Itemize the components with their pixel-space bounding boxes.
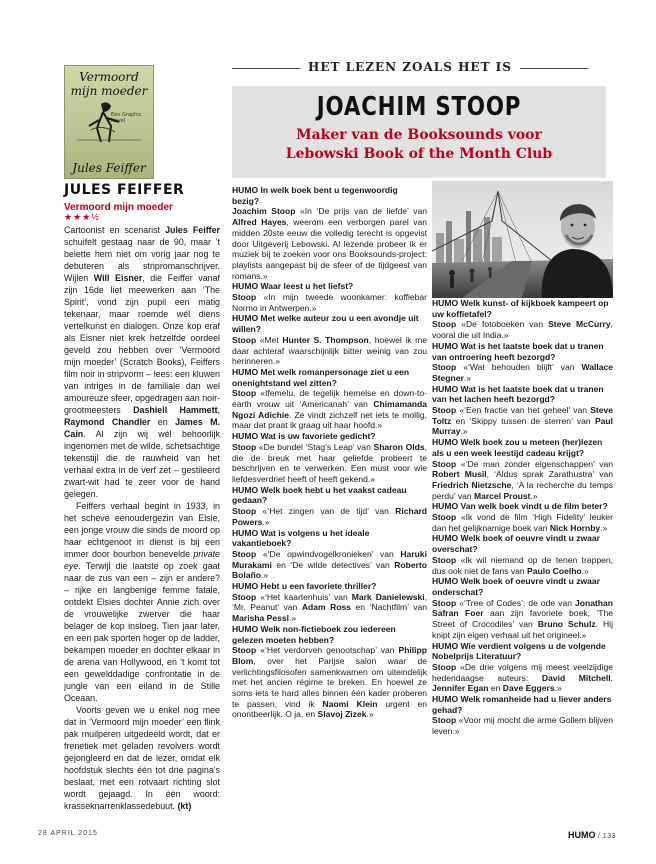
section-label-text: HET LEZEN ZOALS HET IS bbox=[300, 60, 520, 74]
bold-name: Robert Musil bbox=[432, 469, 487, 480]
bold-name: Stoop bbox=[432, 554, 457, 565]
interview-question: HUMO Met welke auteur zou u een avondje uit willen? bbox=[232, 313, 419, 335]
portrait-photo-image bbox=[432, 181, 613, 298]
text-run: , die de breuk met haar geliefde probeert te beschrijven en te verwerken. Een must voor wie liefdesverdriet heeft of heeft gekend.» bbox=[232, 441, 427, 484]
bold-name: Stoop bbox=[232, 388, 257, 399]
text-run: «‘Een fractie van het geheel’ van bbox=[456, 405, 591, 416]
bold-name: Joachim Stoop bbox=[232, 206, 296, 217]
interview-question: HUMO Hebt u een favoriete thriller? bbox=[232, 581, 377, 592]
bold-name: Chimamanda Ngozi Adichie bbox=[232, 399, 427, 420]
interviewee-name: JOACHIM STOOP bbox=[316, 92, 522, 122]
bold-name: Stoop bbox=[432, 715, 457, 726]
text-run: «In ‘De prijs van de liefde’ van bbox=[295, 206, 427, 217]
interview-answer bbox=[432, 459, 613, 502]
interview-answer bbox=[432, 715, 613, 736]
cover-author: Jules Feiffer bbox=[72, 161, 146, 175]
interview-question: HUMO Wat is het laatste boek dat u tranen van het lachen heeft bezorgd? bbox=[432, 383, 604, 405]
text-run: . Hij knipt zijn eigen verhaal uit het origineel.» bbox=[432, 619, 613, 640]
text-run: .» bbox=[262, 516, 270, 527]
text-run: Feiffers verhaal begint in 1933, in het scheve eenoudergezin van Elsie, een jonge vrouw die sinds de moord op haar echtgenoot in dienst is bij een immer door bourbon benevelde bbox=[64, 501, 220, 559]
footer-magazine: HUMO bbox=[567, 830, 596, 840]
bold-name: Friedrich Nietzsche bbox=[432, 479, 512, 490]
interview-question: HUMO Wat is uw favoriete gedicht? bbox=[232, 431, 376, 442]
text-run: .» bbox=[463, 372, 471, 383]
text-run: . Ze vindt zichzelf net iets te mollig, maar dat praat ik graag uit haar hoofd.» bbox=[232, 409, 427, 431]
interview-question: HUMO Wie verdient volgens u de volgende Nobelprijs Literatuur? bbox=[432, 640, 606, 662]
cover-title-line2: mijn moeder bbox=[70, 84, 148, 98]
bold-name: Richard Powers bbox=[232, 506, 427, 527]
bold-name: Stoop bbox=[232, 645, 257, 656]
bold-name: Stoop bbox=[432, 362, 457, 373]
bold-name: Jonathan Safran Foer bbox=[432, 597, 613, 619]
bold-name: Marisha Pessl bbox=[232, 613, 290, 624]
bold-name: Sharon Olds bbox=[373, 441, 425, 452]
text-run: «Voor mij mocht die arme Gollem blijven leven.» bbox=[432, 715, 613, 737]
review-author: JULES FEIFFER bbox=[64, 182, 185, 198]
bold-name: Paul Murray bbox=[432, 415, 613, 437]
bold-name: Stoop bbox=[232, 292, 257, 303]
text-run: «‘De opwindvogelkronieken’ van bbox=[256, 548, 401, 559]
interview-question: HUMO Waar leest u het liefst? bbox=[232, 281, 354, 292]
text-run: «Met bbox=[256, 334, 283, 345]
footer-date: 28 APRIL 2015 bbox=[38, 830, 98, 837]
interview-question: HUMO Welk kunst- of kijkboek kampeert op uw koffietafel? bbox=[432, 298, 609, 319]
interview-answer bbox=[432, 512, 613, 533]
text-run: , bbox=[217, 405, 220, 415]
text-run: , hoewel ik me daar achteraf waarschijnlijk bitter weinig van zou herinneren.» bbox=[232, 334, 427, 367]
interview-question: HUMO Welk romanheide had u liever anders gehad? bbox=[432, 694, 612, 715]
text-run: en ‘Skippy tussen de sterren’ van bbox=[451, 415, 595, 426]
review-rating-stars: ★★★½ bbox=[64, 212, 100, 222]
interview-question: HUMO Wat is het laatste boek dat u tranen van ontroering heeft bezorgd? bbox=[432, 340, 604, 362]
bold-name: Stoop bbox=[432, 512, 457, 523]
interview-answer bbox=[232, 335, 427, 367]
text-run: «‘De man zonder eigenschappen’ van bbox=[456, 458, 613, 469]
text-run: , bbox=[610, 672, 613, 683]
interview-answer bbox=[232, 388, 427, 431]
text-run: .» bbox=[366, 709, 374, 720]
interview-question: HUMO Welk boek hebt u het vaakst cadeau gedaan? bbox=[232, 484, 407, 506]
bold-name: Marcel Proust bbox=[473, 490, 531, 501]
subtitle-line-2: Lebowski Book of the Month Club bbox=[285, 146, 553, 162]
interview-answer bbox=[232, 645, 427, 720]
text-run: , over het Parijse salon waar de verlichtingsfilosofen samenkwamen om uiteindelijk met het ancien régime te breken. En hoewel ze soms iets te hard alles binnen één kader proberen te passen, vind ik bbox=[232, 655, 427, 709]
bold-name: Stoop bbox=[432, 597, 457, 608]
text-run: .» bbox=[581, 565, 589, 576]
text-run: , ‘Mr. Peanut’ van bbox=[232, 591, 427, 613]
bold-name: Steve Toltz bbox=[432, 405, 613, 426]
text-run: .» bbox=[554, 683, 562, 694]
bold-name: Stoop bbox=[432, 405, 457, 416]
bold-name: Philipp Blom bbox=[232, 645, 427, 666]
footer-page-number: / 133 bbox=[597, 833, 616, 840]
text-run: en bbox=[150, 417, 176, 427]
interview-answer bbox=[432, 362, 613, 383]
interview-answer bbox=[432, 662, 613, 694]
text-run: «‘Het kaartenhuis’ van bbox=[256, 591, 352, 602]
bold-name: Stoop bbox=[232, 506, 257, 517]
interview-question: HUMO Welk boek of oeuvre vindt u zwaar overschat? bbox=[432, 533, 600, 555]
bold-name: Alfred Hayes bbox=[232, 217, 287, 228]
interview-answer bbox=[232, 292, 427, 313]
bold-name: Dave Eggers bbox=[502, 683, 555, 694]
interview-column-1 bbox=[232, 185, 427, 720]
interview-question: HUMO Welk non-fictieboek zou iedereen gelezen moeten hebben? bbox=[232, 623, 396, 645]
interview-question: HUMO Met welk romanpersonage ziet u een onenightstand wel zitten? bbox=[232, 366, 410, 388]
text-run: «In mijn tweede woonkamer: koffiebar Normo in Antwerpen.» bbox=[232, 292, 427, 313]
review-paragraph bbox=[64, 704, 220, 812]
interview-question: HUMO In welk boek bent u tegenwoordig bezig? bbox=[232, 185, 398, 206]
review-paragraph bbox=[64, 224, 220, 500]
text-run: schuifelt gestaag naar de 90, maar ’t belette hem niet om vorig jaar nog te debuteren als stripromanschrijver. Wijlen bbox=[64, 237, 220, 283]
cover-subtitle: Een Graphic Novel bbox=[111, 112, 142, 124]
portrait-photo bbox=[432, 181, 613, 298]
bold-name: Stoop bbox=[232, 591, 257, 602]
interview-answer bbox=[432, 555, 613, 576]
text-run: «De drie volgens mij meest veelzijdige hedendaagse auteurs: bbox=[432, 661, 613, 683]
bold-name: Nick Hornby bbox=[549, 522, 601, 533]
text-run: . Al zijn wij wél behoorlijk ingenomen met de wilde, schetsachtige tekenstijl die de rauwheid van het verhaal extra in de verf zet – gestileerd zwart-wit had te zeer voor de hand gelegen. bbox=[64, 429, 220, 499]
bold-name: Mark Danielewski bbox=[351, 591, 425, 602]
bold-name: Will Eisner bbox=[93, 273, 143, 283]
interview-column-2 bbox=[432, 298, 613, 737]
text-run: . Terwijl die laatste op zoek gaat naar de zus van een – zijn er andere? – rijke en langbenige femme fatale, ontdekt Elsies dochter Annie zich over de vrouwelijke zwerver die haar belager de kop insloeg. Tien jaar later, en een pak sporten hoger op de ladder, bekampen moeder en dochter elkaar in de arena van Hollywood, en ’t komt tot een gewelddadige confrontatie in de jungle van een eiland in de Stille Oceaan. bbox=[64, 561, 220, 703]
text-run: urgent en onontbeerlijk. O ja, en bbox=[232, 698, 427, 720]
text-run: , weerom een verborgen parel van midden 20ste eeuw die volledig terecht is opgevist door Uitgeverij Lebowski. Al lezende probeer ik er muziek bij te zoeken voor ons Booksounds-project: playlists aangepast bij de sfeer of de tijdgeest van romans.» bbox=[232, 217, 427, 281]
bold-name: David Mitchell bbox=[541, 672, 611, 683]
interviewee-subtitle bbox=[232, 126, 606, 164]
text-run: «‘Het zingen van de tijd’ van bbox=[256, 506, 396, 517]
interview-answer bbox=[432, 405, 613, 437]
bold-name: Hunter S. Thompson bbox=[282, 334, 369, 345]
interview-answer bbox=[232, 592, 427, 624]
text-run: Cartoonist en scenarist bbox=[64, 225, 166, 235]
interview-question: HUMO Welk boek zou u meteen (her)lezen als u een week leestijd cadeau krijgt? bbox=[432, 437, 603, 458]
text-run: «Ik vond de film ‘High Fidelity’ leuker dan het gelijknamige boek van bbox=[432, 512, 613, 533]
section-label bbox=[232, 60, 588, 76]
text-run: en ‘De wilde detectives’ van bbox=[271, 559, 395, 570]
bold-name: Stoop bbox=[432, 319, 457, 330]
text-run: «De bundel ‘Stag’s Leap’ van bbox=[256, 441, 374, 452]
text-run: .» bbox=[600, 522, 608, 533]
text-run: «De fotoboeken van bbox=[456, 319, 549, 330]
interview-question: HUMO Welk boek of oeuvre vindt u zwaar onderschat? bbox=[432, 576, 600, 597]
subtitle-line-1: Maker van de Booksounds voor bbox=[296, 127, 542, 143]
text-run: «‘Wat behouden blijft’ van bbox=[456, 362, 582, 373]
interview-answer bbox=[432, 598, 613, 641]
review-paragraph bbox=[64, 500, 220, 704]
text-run: .» bbox=[530, 490, 538, 501]
bold-name: Stoop bbox=[432, 661, 457, 672]
bold-name: James M. Cain bbox=[64, 417, 220, 439]
bold-name: Steve McCurry bbox=[548, 319, 611, 330]
bold-name: Stoop bbox=[232, 548, 257, 559]
bold-name: Bruno Schulz bbox=[537, 619, 596, 630]
text-run: , ‘A la recherche du temps perdu’ van bbox=[432, 479, 613, 501]
interview-answer bbox=[232, 206, 427, 281]
text-run: Voorts geven we u enkel nog mee dat in ‘Vermoord mijn moeder’ een flink pak muilperen uitgedeeld wordt, dat er frenetiek met geladen revolvers wordt gejongleerd en dat de lezer, omdat elk hoofdstuk slechts één tot drie pagina’s beslaat, met een rotvaart richting slot wordt gejaagd. In één woord: krasseknarrenklassedebuut. bbox=[64, 705, 220, 811]
bold-name: Raymond Chandler bbox=[64, 417, 151, 427]
bold-name: Dashiell Hammett bbox=[133, 405, 218, 415]
interview-question: HUMO Wat is volgens u het ideale vakantieboek? bbox=[232, 527, 370, 549]
text-run: .» bbox=[260, 570, 269, 581]
cover-title-line1: Vermoord bbox=[79, 70, 139, 84]
bold-name: Adam Ross bbox=[301, 602, 352, 613]
bold-name: Wallace Stegner bbox=[432, 362, 613, 383]
book-cover bbox=[64, 65, 154, 179]
bold-name: Naomi Klein bbox=[322, 698, 378, 709]
text-run: «Ifemelu, de tegelijk hemelse en down-to-earth vrouw uit ‘Americanah’ van bbox=[232, 388, 427, 410]
interview-answer bbox=[232, 442, 427, 485]
interview-answer bbox=[232, 506, 427, 527]
bold-name: Stoop bbox=[432, 458, 457, 469]
interview-question: HUMO Van welk boek vindt u de film beter? bbox=[432, 501, 608, 512]
text-run: , vooral die uit India.» bbox=[432, 319, 613, 341]
text-run: en ‘Nachtfilm’ van bbox=[351, 602, 428, 613]
cover-illustration bbox=[73, 100, 145, 144]
review-book-title: Vermoord mijn moeder bbox=[64, 202, 173, 213]
bold-name: Roberto Bolaño bbox=[232, 559, 427, 581]
text-run: .» bbox=[460, 426, 468, 437]
bold-name: Stoop bbox=[232, 334, 257, 345]
bold-name: Jennifer Egan bbox=[432, 683, 489, 694]
bold-name: Jules Feiffer bbox=[165, 225, 220, 235]
text-run: «Ik wil niemand op de tenen trappen, dus ook niet de fans van bbox=[432, 554, 613, 576]
text-run: , ‘Aldus sprak Zarathustra’ van bbox=[486, 469, 613, 480]
bold-name: Haruki Murakami bbox=[232, 548, 427, 570]
text-run: , die Feiffer vanaf zijn 16de liet meewerken aan ‘The Spirit’, vond zijn pupil een matig tekenaar, maar roemde wél diens vertelkunst en dialogen. Onze kop eraf als Eisner niet krek hetzelfde oordeel geveld zou hebben over ‘Vermoord mijn moeder’ (Scratch Books), Feiffers film noir in stripvorm – lees: een kluwen van intriges in de familiale dan wel amoureuze sfeer, opgedragen aan noir-grootmeesters bbox=[64, 273, 220, 415]
text-run: .» bbox=[289, 613, 297, 624]
bold-name: Paulo Coelho bbox=[527, 565, 582, 576]
review-body bbox=[64, 224, 220, 812]
bold-name: Slavoj Zizek bbox=[317, 709, 367, 720]
text-run: «‘Tree of Codes’: de ode van bbox=[456, 597, 575, 608]
text-run: «‘Het verdorven genootschap’ van bbox=[256, 645, 399, 656]
text-run: private eye bbox=[64, 549, 220, 571]
bold-name: Stoop bbox=[232, 441, 257, 452]
text-run: en bbox=[488, 683, 503, 694]
interview-answer bbox=[232, 549, 427, 581]
interview-answer bbox=[432, 319, 613, 340]
text-run: aan zijn favoriete boek, ‘The Street of Crocodiles’ van bbox=[432, 608, 614, 630]
footer-page bbox=[568, 830, 616, 840]
bold-name: (kt) bbox=[177, 801, 192, 811]
